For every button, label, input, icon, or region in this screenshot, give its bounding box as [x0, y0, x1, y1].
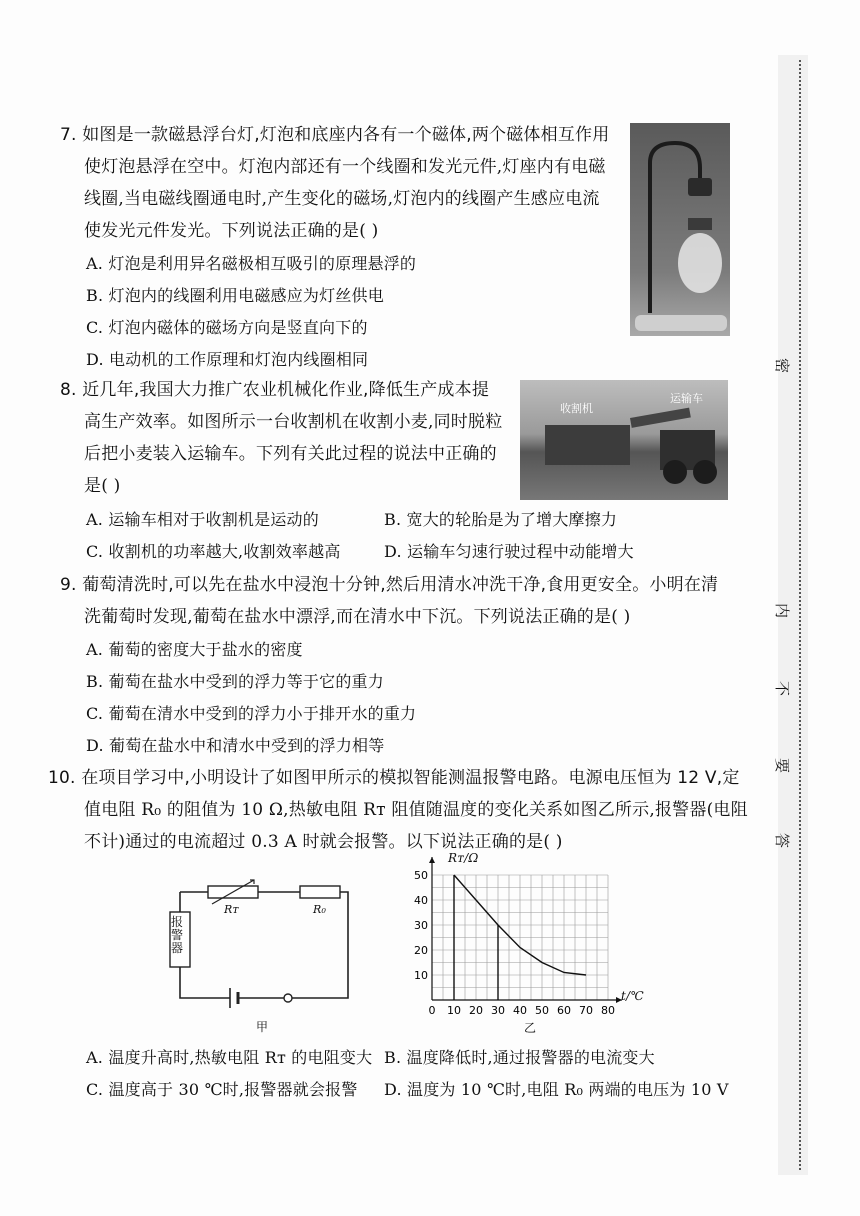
- chart-caption: 乙: [524, 1021, 537, 1035]
- x-tick-label: 50: [535, 1004, 549, 1017]
- y-tick-label: 50: [414, 869, 428, 882]
- q8-line-1: 8. 近几年,我国大力推广农业机械化作业,降低生产成本提: [60, 380, 490, 400]
- y-axis-arrow: [429, 857, 435, 863]
- rt-label: Rᴛ: [224, 903, 239, 916]
- x-tick-label: 10: [447, 1004, 461, 1017]
- q7-line-2: 使灯泡悬浮在空中。灯泡内部还有一个线圈和发光元件,灯座内有电磁: [84, 157, 606, 177]
- y-tick-label: 30: [414, 919, 428, 932]
- q9-option-c: C. 葡萄在清水中受到的浮力小于排开水的重力: [86, 704, 417, 723]
- x-tick-label: 60: [557, 1004, 571, 1017]
- q10-option-a: A. 温度升高时,热敏电阻 Rᴛ 的电阻变大: [86, 1048, 373, 1067]
- truck-label: 运输车: [670, 392, 703, 405]
- q7-option-d: D. 电动机的工作原理和灯泡内线圈相同: [86, 350, 369, 369]
- q10-line-3: 不计)通过的电流超过 0.3 A 时就会报警。以下说法正确的是( ): [84, 832, 563, 852]
- q9-option-b: B. 葡萄在盐水中受到的浮力等于它的重力: [86, 672, 384, 691]
- alarm-label: 报警器: [171, 915, 184, 955]
- q10-option-c: C. 温度高于 30 ℃时,报警器就会报警: [86, 1080, 358, 1099]
- q7-option-b: B. 灯泡内的线圈利用电磁感应为灯丝供电: [86, 286, 384, 305]
- q7-option-a: A. 灯泡是利用异名磁极相互吸引的原理悬浮的: [86, 254, 417, 273]
- q9-option-a: A. 葡萄的密度大于盐水的密度: [86, 640, 303, 659]
- q8-line-2: 高生产效率。如图所示一台收割机在收割小麦,同时脱粒: [84, 412, 503, 432]
- side-char-3: 不: [773, 680, 792, 697]
- q7-line-1: 7. 如图是一款磁悬浮台灯,灯泡和底座内各有一个磁体,两个磁体相互作用: [60, 125, 610, 145]
- x-tick-label: 70: [579, 1004, 593, 1017]
- side-char-4: 要: [773, 757, 792, 774]
- q8-option-a: A. 运输车相对于收割机是运动的: [86, 510, 319, 529]
- switch-terminal: [284, 994, 292, 1002]
- r0-label: R₀: [313, 903, 327, 916]
- rt-temperature-chart: [410, 848, 640, 1038]
- q8-option-d: D. 运输车匀速行驶过程中动能增大: [384, 542, 634, 561]
- q8-option-c: C. 收割机的功率越大,收割效率越高: [86, 542, 341, 561]
- side-char-5: 答: [773, 832, 792, 849]
- q10-line-2: 值电阻 R₀ 的阻值为 10 Ω,热敏电阻 Rᴛ 阻值随温度的变化关系如图乙所示,报警器(电阻: [84, 800, 748, 820]
- q10-line-1: 10. 在项目学习中,小明设计了如图甲所示的模拟智能测温报警电路。电源电压恒为 12 V,定: [48, 768, 740, 788]
- q7-line-4: 使发光元件发光。下列说法正确的是( ): [84, 221, 379, 241]
- seal-line: [799, 60, 801, 1170]
- q10-option-b: B. 温度降低时,通过报警器的电流变大: [384, 1048, 655, 1067]
- q10-option-d: D. 温度为 10 ℃时,电阻 R₀ 两端的电压为 10 V: [384, 1080, 729, 1099]
- circuit-caption: 甲: [256, 1020, 269, 1034]
- q8-line-3: 后把小麦装入运输车。下列有关此过程的说法中正确的: [84, 444, 497, 464]
- x-tick-label: 0: [428, 1004, 436, 1017]
- harvester-photo: [520, 380, 728, 500]
- chart-x-axis-label: t/℃: [621, 989, 644, 1003]
- q8-option-b: B. 宽大的轮胎是为了增大摩擦力: [384, 510, 618, 529]
- q9-line-1: 9. 葡萄清洗时,可以先在盐水中浸泡十分钟,然后用清水冲洗干净,食用更安全。小明在清: [60, 575, 719, 595]
- q9-line-2: 洗葡萄时发现,葡萄在盐水中漂浮,而在清水中下沉。下列说法正确的是( ): [84, 607, 631, 627]
- x-tick-label: 20: [469, 1004, 483, 1017]
- x-tick-label: 80: [601, 1004, 615, 1017]
- x-tick-label: 30: [491, 1004, 505, 1017]
- side-char-2: 内: [773, 602, 792, 619]
- q9-option-d: D. 葡萄在盐水中和清水中受到的浮力相等: [86, 736, 385, 755]
- side-char-1: 密: [773, 357, 792, 374]
- y-tick-label: 10: [414, 969, 428, 982]
- resistor-r0-symbol: [300, 886, 340, 898]
- q7-line-3: 线圈,当电磁线圈通电时,产生变化的磁场,灯泡内的线圈产生感应电流: [84, 189, 600, 209]
- q8-line-4: 是( ): [84, 476, 121, 496]
- lamp-illustration: [630, 123, 730, 336]
- y-tick-label: 40: [414, 894, 428, 907]
- q7-option-c: C. 灯泡内磁体的磁场方向是竖直向下的: [86, 318, 368, 337]
- chart-y-axis-label: Rᴛ/Ω: [448, 851, 479, 865]
- x-tick-label: 40: [513, 1004, 527, 1017]
- y-tick-label: 20: [414, 944, 428, 957]
- harvester-label: 收割机: [560, 402, 593, 415]
- maglev-lamp-photo: [630, 123, 730, 336]
- circuit-diagram: [160, 870, 360, 1030]
